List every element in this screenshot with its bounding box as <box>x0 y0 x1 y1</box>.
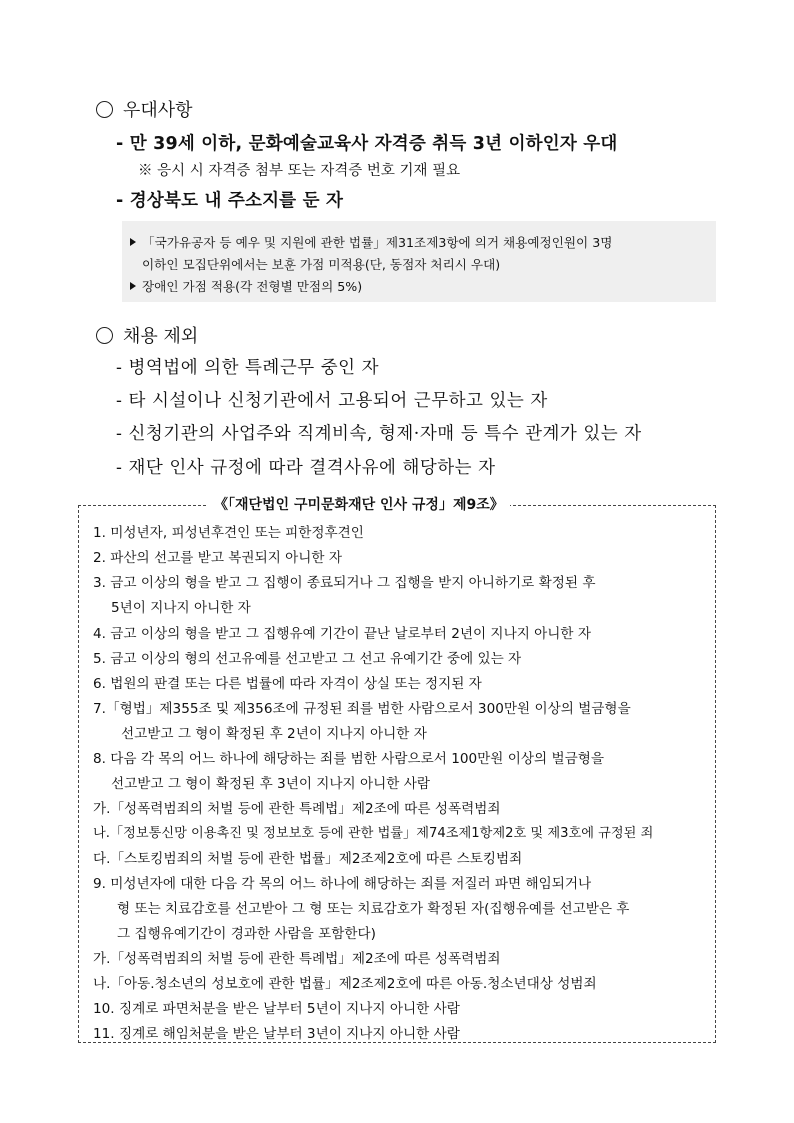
exclusion-heading-text: 채용 제외 <box>123 326 199 347</box>
exclusion-item-4: - 재단 인사 규정에 따라 결격사유에 해당하는 자 <box>116 458 496 478</box>
rule-line: 가.「성폭력범죄의 처벌 등에 관한 특례법」제2조에 따른 성폭력범죄 <box>93 801 501 817</box>
info-line-3: 장애인 가점 적용(각 전형별 만점의 5%) <box>130 276 362 295</box>
circle-bullet-icon <box>96 101 113 118</box>
rule-line: 8. 다음 각 목의 어느 하나에 해당하는 죄를 범한 사람으로서 100만원 이상의 벌금형을 <box>93 751 604 767</box>
preference-item-address: - 경상북도 내 주소지를 둔 자 <box>116 191 344 211</box>
exclusion-item-3: - 신청기관의 사업주와 직계비속, 형제·자매 등 특수 관계가 있는 자 <box>116 424 642 444</box>
exclusion-heading <box>96 322 198 348</box>
rule-line: 다.「스토킹범죄의 처벌 등에 관한 법률」제2조제2호에 따른 스토킹범죄 <box>93 851 523 867</box>
rule-line: 3. 금고 이상의 형을 받고 그 집행이 종료되거나 그 집행을 받지 아니하기로 확정된 후 <box>93 575 596 591</box>
rule-line: 선고받고 그 형이 확정된 후 2년이 지나지 아니한 자 <box>121 726 427 742</box>
preference-note: ※ 응시 시 자격증 첨부 또는 자격증 번호 기재 필요 <box>138 163 461 179</box>
triangle-bullet-icon <box>130 238 136 246</box>
rule-line: 나.「정보통신망 이용촉진 및 정보보호 등에 관한 법률」제74조제1항제2호 및 제3호에 규정된 죄 <box>93 826 654 841</box>
preference-item-age: - 만 39세 이하, 문화예술교육사 자격증 취득 3년 이하인자 우대 <box>116 134 618 154</box>
circle-bullet-icon <box>96 327 113 344</box>
exclusion-item-2: - 타 시설이나 신청기관에서 고용되어 근무하고 있는 자 <box>116 391 548 411</box>
rule-line: 4. 금고 이상의 형을 받고 그 집행유예 기간이 끝난 날로부터 2년이 지나지 아니한 자 <box>93 626 591 642</box>
rule-line: 그 집행유예기간이 경과한 사람을 포함한다) <box>117 926 376 942</box>
rule-line: 2. 파산의 선고를 받고 복권되지 아니한 자 <box>93 550 342 566</box>
regulation-box-title: 《「재단법인 구미문화재단 인사 규정」제9조》 <box>208 494 510 514</box>
rule-line: 7.「형법」제355조 및 제356조에 규정된 죄를 범한 사람으로서 300만원 이상의 벌금형을 <box>93 701 631 717</box>
rule-line: 1. 미성년자, 피성년후견인 또는 피한정후견인 <box>93 525 364 541</box>
info-line-1: 「국가유공자 등 예우 및 지원에 관한 법률」제31조제3항에 의거 채용예정인원이 3명 <box>130 232 612 251</box>
rule-line: 9. 미성년자에 대한 다음 각 목의 어느 하나에 해당하는 죄를 저질러 파면 해임되거나 <box>93 876 592 892</box>
preference-heading-text: 우대사항 <box>123 100 193 121</box>
preference-heading <box>96 96 193 122</box>
info-line-2: 이하인 모집단위에서는 보훈 가점 미적용(단, 동점자 처리시 우대) <box>142 257 501 272</box>
rule-line: 10. 징계로 파면처분을 받은 날부터 5년이 지나지 아니한 사람 <box>93 1001 460 1017</box>
rule-line: 나.「아동.청소년의 성보호에 관한 법률」제2조제2호에 따른 아동.청소년대상 성범죄 <box>93 976 597 992</box>
triangle-bullet-icon <box>130 282 136 290</box>
rule-line: 11. 징계로 해임처분을 받은 날부터 3년이 지나지 아니한 사람 <box>93 1026 460 1042</box>
rule-line: 형 또는 치료감호를 선고받아 그 형 또는 치료감호가 확정된 자(집행유예를 선고받은 후 <box>117 901 630 917</box>
rule-line: 가.「성폭력범죄의 처벌 등에 관한 특례법」제2조에 따른 성폭력범죄 <box>93 951 501 967</box>
exclusion-item-1: - 병역법에 의한 특례근무 중인 자 <box>116 358 379 378</box>
rule-line: 5. 금고 이상의 형의 선고유예를 선고받고 그 선고 유예기간 중에 있는 자 <box>93 651 522 667</box>
rule-line: 6. 법원의 판결 또는 다른 법률에 따라 자격이 상실 또는 정지된 자 <box>93 676 482 692</box>
rule-line: 선고받고 그 형이 확정된 후 3년이 지나지 아니한 사람 <box>111 776 430 792</box>
info-box <box>122 221 716 302</box>
rule-line: 5년이 지나지 아니한 자 <box>111 600 251 616</box>
